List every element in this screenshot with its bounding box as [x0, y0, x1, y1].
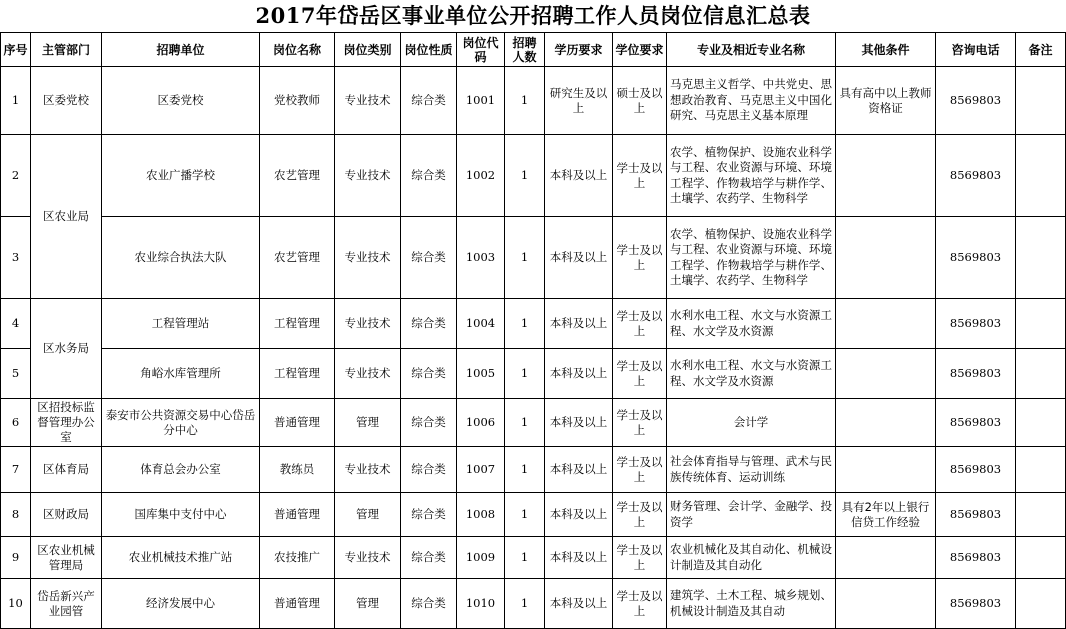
header-dept: 主管部门	[31, 33, 102, 67]
cell-post-nature: 综合类	[401, 217, 457, 299]
cell-post-nature: 综合类	[401, 399, 457, 447]
cell-post-name: 普通管理	[260, 579, 335, 629]
cell-post-cat: 专业技术	[335, 67, 401, 135]
cell-major: 水利水电工程、水文与水资源工程、水文学及水资源	[667, 349, 836, 399]
table-row	[1, 579, 1066, 629]
header-seq: 序号	[1, 33, 31, 67]
cell-major: 农业机械化及其自动化、机械设计制造及其自动化	[667, 537, 836, 579]
cell-post-nature: 综合类	[401, 537, 457, 579]
cell-post-nature: 综合类	[401, 493, 457, 537]
cell-degree: 学士及以上	[613, 299, 667, 349]
cell-post-nature: 综合类	[401, 299, 457, 349]
cell-count: 1	[505, 135, 545, 217]
cell-post-name: 农艺管理	[260, 135, 335, 217]
recruitment-table	[0, 32, 1066, 629]
cell-phone: 8569803	[936, 399, 1016, 447]
page-title: 2017年岱岳区事业单位公开招聘工作人员岗位信息汇总表	[255, 3, 811, 28]
cell-other	[836, 579, 936, 629]
cell-degree: 学士及以上	[613, 217, 667, 299]
cell-post-code: 1010	[457, 579, 505, 629]
cell-post-cat: 管理	[335, 399, 401, 447]
table-row	[1, 537, 1066, 579]
cell-unit: 工程管理站	[102, 299, 260, 349]
cell-unit: 农业综合执法大队	[102, 217, 260, 299]
cell-note	[1016, 349, 1066, 399]
cell-edu: 本科及以上	[545, 299, 613, 349]
cell-post-cat: 专业技术	[335, 447, 401, 493]
cell-unit: 泰安市公共资源交易中心岱岳分中心	[102, 399, 260, 447]
cell-count: 1	[505, 399, 545, 447]
header-count: 招聘人数	[505, 33, 545, 67]
cell-other	[836, 299, 936, 349]
cell-note	[1016, 579, 1066, 629]
header-post-code: 岗位代码	[457, 33, 505, 67]
cell-note	[1016, 493, 1066, 537]
cell-degree: 学士及以上	[613, 399, 667, 447]
cell-degree: 学士及以上	[613, 135, 667, 217]
cell-dept: 区农业机械管理局	[31, 537, 102, 579]
cell-degree: 学士及以上	[613, 447, 667, 493]
header-other: 其他条件	[836, 33, 936, 67]
cell-edu: 本科及以上	[545, 135, 613, 217]
table-row	[1, 135, 1066, 217]
cell-post-name: 教练员	[260, 447, 335, 493]
cell-post-cat: 管理	[335, 493, 401, 537]
cell-count: 1	[505, 299, 545, 349]
cell-phone: 8569803	[936, 135, 1016, 217]
cell-other	[836, 135, 936, 217]
cell-other	[836, 399, 936, 447]
cell-degree: 学士及以上	[613, 493, 667, 537]
header-major: 专业及相近专业名称	[667, 33, 836, 67]
cell-edu: 研究生及以上	[545, 67, 613, 135]
cell-dept: 区委党校	[31, 67, 102, 135]
cell-other	[836, 217, 936, 299]
cell-unit: 农业机械技术推广站	[102, 537, 260, 579]
table-row	[1, 349, 1066, 399]
cell-major: 建筑学、土木工程、城乡规划、机械设计制造及其自动	[667, 579, 836, 629]
cell-note	[1016, 217, 1066, 299]
cell-dept: 区财政局	[31, 493, 102, 537]
cell-edu: 本科及以上	[545, 217, 613, 299]
cell-phone: 8569803	[936, 579, 1016, 629]
cell-major: 农学、植物保护、设施农业科学与工程、农业资源与环境、环境工程学、作物栽培学与耕作学、土壤学、农药学、生物科学	[667, 217, 836, 299]
cell-post-cat: 专业技术	[335, 537, 401, 579]
cell-phone: 8569803	[936, 537, 1016, 579]
cell-other: 具有2年以上银行信贷工作经验	[836, 493, 936, 537]
cell-other	[836, 537, 936, 579]
cell-degree: 学士及以上	[613, 579, 667, 629]
table-row	[1, 493, 1066, 537]
cell-phone: 8569803	[936, 447, 1016, 493]
cell-seq: 5	[1, 349, 31, 399]
cell-post-cat: 专业技术	[335, 299, 401, 349]
header-edu: 学历要求	[545, 33, 613, 67]
cell-post-code: 1006	[457, 399, 505, 447]
cell-dept: 区招投标监督管理办公室	[31, 399, 102, 447]
cell-post-cat: 管理	[335, 579, 401, 629]
cell-post-name: 党校教师	[260, 67, 335, 135]
cell-edu: 本科及以上	[545, 399, 613, 447]
cell-seq: 7	[1, 447, 31, 493]
cell-seq: 8	[1, 493, 31, 537]
cell-note	[1016, 399, 1066, 447]
cell-note	[1016, 447, 1066, 493]
cell-unit: 国库集中支付中心	[102, 493, 260, 537]
cell-unit: 角峪水库管理所	[102, 349, 260, 399]
cell-seq: 10	[1, 579, 31, 629]
cell-dept: 区农业局	[31, 135, 102, 299]
cell-major: 农学、植物保护、设施农业科学与工程、农业资源与环境、环境工程学、作物栽培学与耕作学、土壤学、农药学、生物科学	[667, 135, 836, 217]
cell-count: 1	[505, 537, 545, 579]
table-row	[1, 299, 1066, 349]
cell-unit: 农业广播学校	[102, 135, 260, 217]
cell-post-name: 工程管理	[260, 299, 335, 349]
cell-major: 水利水电工程、水文与水资源工程、水文学及水资源	[667, 299, 836, 349]
cell-unit: 体育总会办公室	[102, 447, 260, 493]
table-row	[1, 399, 1066, 447]
cell-other	[836, 447, 936, 493]
cell-count: 1	[505, 447, 545, 493]
cell-other: 具有高中以上教师资格证	[836, 67, 936, 135]
cell-post-nature: 综合类	[401, 447, 457, 493]
cell-edu: 本科及以上	[545, 537, 613, 579]
cell-seq: 2	[1, 135, 31, 217]
cell-note	[1016, 299, 1066, 349]
cell-seq: 9	[1, 537, 31, 579]
cell-note	[1016, 135, 1066, 217]
cell-post-cat: 专业技术	[335, 217, 401, 299]
cell-post-code: 1008	[457, 493, 505, 537]
cell-major: 财务管理、会计学、金融学、投资学	[667, 493, 836, 537]
cell-post-cat: 专业技术	[335, 135, 401, 217]
cell-post-code: 1009	[457, 537, 505, 579]
cell-unit: 区委党校	[102, 67, 260, 135]
cell-phone: 8569803	[936, 349, 1016, 399]
cell-count: 1	[505, 349, 545, 399]
header-note: 备注	[1016, 33, 1066, 67]
cell-post-cat: 专业技术	[335, 349, 401, 399]
cell-degree: 学士及以上	[613, 537, 667, 579]
cell-unit: 经济发展中心	[102, 579, 260, 629]
cell-degree: 硕士及以上	[613, 67, 667, 135]
cell-post-nature: 综合类	[401, 579, 457, 629]
header-unit: 招聘单位	[102, 33, 260, 67]
header-phone: 咨询电话	[936, 33, 1016, 67]
cell-seq: 1	[1, 67, 31, 135]
cell-count: 1	[505, 493, 545, 537]
cell-note	[1016, 67, 1066, 135]
cell-dept: 区体育局	[31, 447, 102, 493]
cell-major: 马克思主义哲学、中共党史、思想政治教育、马克思主义中国化研究、马克思主义基本原理	[667, 67, 836, 135]
cell-post-nature: 综合类	[401, 349, 457, 399]
cell-post-code: 1001	[457, 67, 505, 135]
cell-phone: 8569803	[936, 493, 1016, 537]
cell-post-code: 1007	[457, 447, 505, 493]
cell-major: 会计学	[667, 399, 836, 447]
cell-edu: 本科及以上	[545, 447, 613, 493]
cell-degree: 学士及以上	[613, 349, 667, 399]
cell-post-code: 1003	[457, 217, 505, 299]
table-row	[1, 67, 1066, 135]
cell-post-name: 农技推广	[260, 537, 335, 579]
cell-edu: 本科及以上	[545, 349, 613, 399]
cell-edu: 本科及以上	[545, 493, 613, 537]
cell-post-nature: 综合类	[401, 67, 457, 135]
cell-note	[1016, 537, 1066, 579]
header-post-cat: 岗位类别	[335, 33, 401, 67]
cell-post-code: 1005	[457, 349, 505, 399]
table-row	[1, 217, 1066, 299]
cell-dept: 岱岳新兴产业园管	[31, 579, 102, 629]
table-row	[1, 447, 1066, 493]
cell-post-code: 1002	[457, 135, 505, 217]
cell-dept: 区水务局	[31, 299, 102, 399]
header-post-name: 岗位名称	[260, 33, 335, 67]
cell-count: 1	[505, 217, 545, 299]
cell-post-code: 1004	[457, 299, 505, 349]
header-degree: 学位要求	[613, 33, 667, 67]
cell-seq: 4	[1, 299, 31, 349]
cell-phone: 8569803	[936, 217, 1016, 299]
cell-edu: 本科及以上	[545, 579, 613, 629]
cell-other	[836, 349, 936, 399]
cell-major: 社会体育指导与管理、武术与民族传统体育、运动训练	[667, 447, 836, 493]
cell-count: 1	[505, 579, 545, 629]
cell-post-name: 普通管理	[260, 399, 335, 447]
cell-seq: 6	[1, 399, 31, 447]
header-row	[1, 33, 1066, 67]
cell-post-name: 农艺管理	[260, 217, 335, 299]
cell-post-name: 普通管理	[260, 493, 335, 537]
cell-phone: 8569803	[936, 67, 1016, 135]
cell-seq: 3	[1, 217, 31, 299]
cell-count: 1	[505, 67, 545, 135]
cell-post-name: 工程管理	[260, 349, 335, 399]
cell-post-nature: 综合类	[401, 135, 457, 217]
cell-phone: 8569803	[936, 299, 1016, 349]
header-post-nature: 岗位性质	[401, 33, 457, 67]
